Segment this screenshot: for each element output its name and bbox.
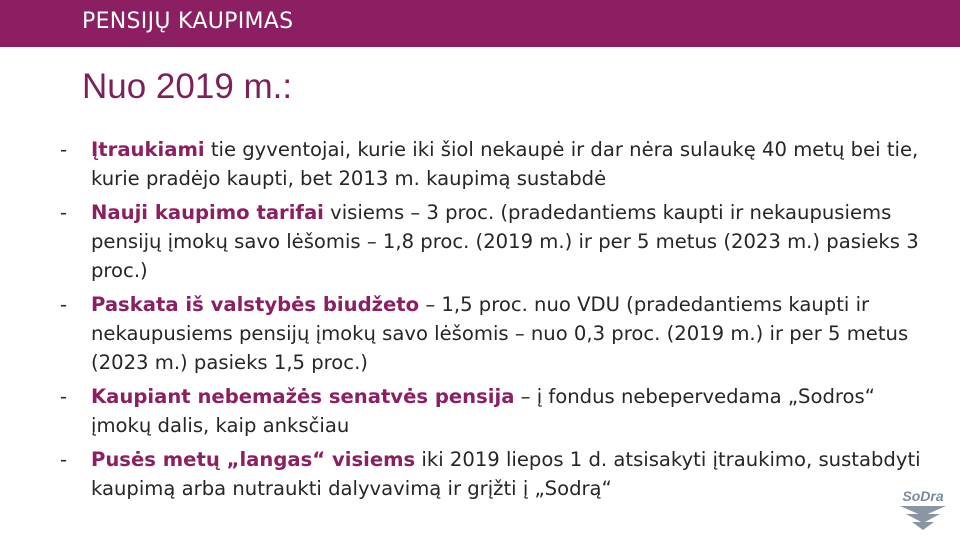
- list-item: [60, 382, 940, 440]
- bullet-dash: -: [60, 448, 68, 471]
- bullet-highlight: Pusės metų „langas“ visiems: [91, 448, 416, 471]
- header-bar: [0, 0, 960, 47]
- bullet-highlight: Įtraukiami: [91, 138, 205, 161]
- list-item: [60, 290, 940, 377]
- list-item: [60, 198, 940, 285]
- bullet-highlight: Kaupiant nebemažės senatvės pensija: [91, 385, 515, 408]
- list-item: [60, 135, 940, 193]
- bullet-list: [60, 135, 940, 508]
- bullet-dash: -: [60, 293, 68, 316]
- bullet-dash: -: [60, 138, 68, 161]
- bullet-highlight: Nauji kaupimo tarifai: [91, 201, 324, 224]
- logo-text: SoDra: [902, 488, 944, 504]
- sodra-logo: [892, 488, 954, 533]
- bullet-text: tie gyventojai, kurie iki šiol nekaupė ir dar nėra sulaukę 40 metų bei tie, kurie pradėjo kaupti, bet 2013 m. kaupimą sustabdė: [91, 138, 919, 190]
- page-subtitle: Nuo 2019 m.:: [82, 67, 293, 106]
- sodra-logo-icon: [900, 506, 946, 532]
- bullet-text: – į fondus nebepervedama „Sodros“ įmokų dalis, kaip anksčiau: [91, 385, 875, 437]
- bullet-text: iki 2019 liepos 1 d. atsisakyti įtraukimo, sustabdyti kaupimą arba nutraukti dalyvavimą ir grįžti į „Sodrą“: [91, 448, 921, 500]
- bullet-text: visiems – 3 proc. (pradedantiems kaupti ir nekaupusiems pensijų įmokų savo lėšomis – 1,8 proc. (2019 m.) ir per 5 metus (2023 m.) pasieks 3 proc.): [91, 201, 919, 282]
- list-item: [60, 445, 940, 503]
- bullet-text: – 1,5 proc. nuo VDU (pradedantiems kaupti ir nekaupusiems pensijų įmokų savo lėšomis – nuo 0,3 proc. (2019 m.) ir per 5 metus (2023 m.) pasieks 1,5 proc.): [91, 293, 909, 374]
- header-title: PENSIJŲ KAUPIMAS: [82, 9, 294, 34]
- bullet-highlight: Paskata iš valstybės biudžeto: [91, 293, 420, 316]
- bullet-dash: -: [60, 385, 68, 408]
- bullet-dash: -: [60, 201, 68, 224]
